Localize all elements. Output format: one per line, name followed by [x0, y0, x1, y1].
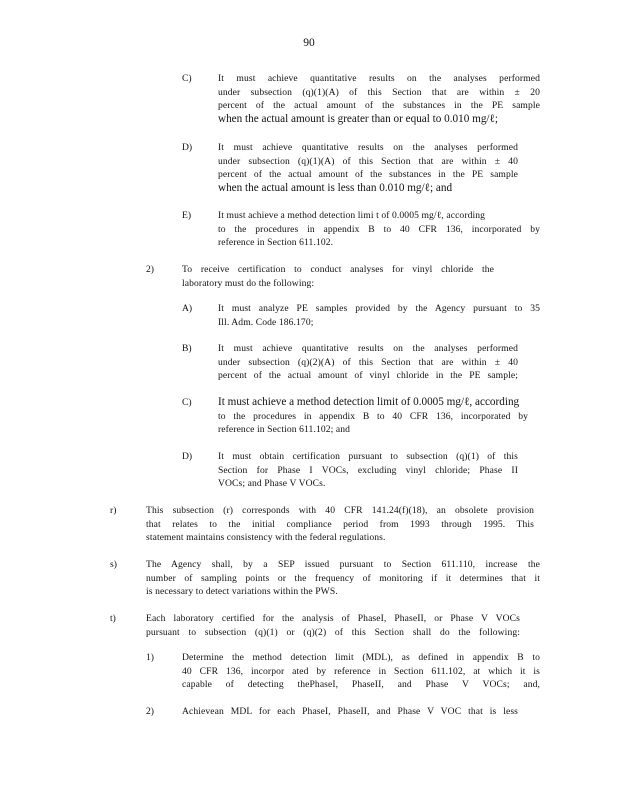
paragraph-s	[146, 558, 540, 599]
paragraph-t2	[182, 705, 518, 719]
paragraph-q2b	[218, 342, 518, 383]
text-line: Ill. Adm. Code 186.170;	[218, 316, 314, 328]
item-label-q2c: C)	[182, 397, 192, 408]
text-line: This subsection (r) corresponds with 40 CFR 141.24(f)(18), an obsolete provision	[146, 505, 534, 516]
page-number: 90	[303, 37, 315, 49]
text-line: number of sampling points or the frequency of monitoring if it determines that it	[146, 572, 540, 584]
item-label-q2: 2)	[146, 264, 154, 275]
item-label-s: s)	[110, 559, 117, 570]
paragraph-q1d	[218, 141, 518, 195]
text-line: when the actual amount is greater than or equal to 0.010 mg/ℓ;	[218, 112, 498, 125]
paragraph-q1c	[218, 72, 540, 126]
text-line: capable of detecting thePhaseI, PhaseII, and Phase V VOCs; and,	[182, 679, 540, 691]
paragraph-q1e	[218, 209, 540, 250]
text-line: percent of the actual amount of the substances in the PE sample	[218, 100, 540, 112]
text-line: under subsection (q)(2)(A) of this Section that are within ± 40	[218, 356, 518, 368]
item-label-t: t)	[110, 613, 116, 624]
text-line: under subsection (q)(1)(A) of this Section that are within ± 40	[218, 155, 518, 167]
text-line: is necessary to detect variations within the PWS.	[146, 586, 338, 598]
text-line: Achievean MDL for each PhaseI, PhaseII, and Phase V VOC that is less	[182, 706, 518, 717]
item-label-q2b: B)	[182, 343, 192, 354]
paragraph-q2a	[218, 302, 540, 329]
text-line: It must analyze PE samples provided by the Agency pursuant to 35	[218, 303, 540, 314]
text-line: statement maintains consistency with the federal regulations.	[146, 532, 386, 544]
text-line: VOCs; and Phase V VOCs.	[218, 478, 326, 490]
text-line: It must achieve quantitative results on the analyses performed	[218, 142, 518, 153]
text-line: Determine the method detection limit (MDL), as defined in appendix B to	[182, 652, 540, 663]
text-line: laboratory must do the following:	[182, 277, 315, 289]
text-line: that relates to the initial compliance period from 1993 through 1995. This	[146, 518, 534, 530]
text-line: Each laboratory certified for the analysis of PhaseI, PhaseII, or Phase V VOCs	[146, 613, 520, 624]
text-line: It must achieve quantitative results on the analyses performed	[218, 73, 540, 84]
item-label-q1c: C)	[182, 73, 192, 84]
paragraph-q2	[182, 263, 494, 290]
text-line: It must obtain certification pursuant to subsection (q)(1) of this	[218, 451, 518, 462]
item-label-q1e: E)	[182, 210, 192, 221]
text-line: percent of the actual amount of the substances in the PE sample	[218, 169, 518, 181]
text-line: when the actual amount is less than 0.010 mg/ℓ; and	[218, 181, 453, 194]
text-line: percent of the actual amount of vinyl chloride in the PE sample;	[218, 370, 518, 382]
item-label-t2: 2)	[146, 706, 154, 717]
text-line: 40 CFR 136, incorpor ated by reference in Section 611.102, at which it is	[182, 665, 540, 677]
item-label-r: r)	[110, 505, 117, 516]
text-line: reference in Section 611.102.	[218, 237, 334, 249]
paragraph-t	[146, 612, 520, 639]
text-line: under subsection (q)(1)(A) of this Section that are within ± 20	[218, 86, 540, 98]
text-line: It must achieve a method detection limit of 0.0005 mg/ℓ, according	[218, 396, 520, 408]
text-line: To receive certification to conduct analyses for vinyl chloride the	[182, 264, 494, 275]
text-line: pursuant to subsection (q)(1) or (q)(2) of this Section shall do the following:	[146, 626, 520, 638]
paragraph-q2c	[218, 396, 528, 437]
text-line: to the procedures in appendix B to 40 CFR 136, incorporated by	[218, 410, 528, 422]
text-line: to the procedures in appendix B to 40 CFR 136, incorporated by	[218, 223, 540, 235]
paragraph-r	[146, 504, 534, 545]
item-label-q1d: D)	[182, 142, 193, 153]
text-line: Section for Phase I VOCs, excluding vinyl chloride; Phase II	[218, 464, 518, 476]
item-label-q2d: D)	[182, 451, 193, 462]
text-line: It must achieve a method detection limi t of 0.0005 mg/ℓ, according	[218, 210, 486, 221]
item-label-q2a: A)	[182, 303, 193, 314]
item-label-t1: 1)	[146, 652, 154, 663]
text-line: The Agency shall, by a SEP issued pursuant to Section 611.110, increase the	[146, 559, 540, 570]
text-line: reference in Section 611.102; and	[218, 424, 351, 436]
paragraph-t1	[182, 651, 540, 692]
text-line: It must achieve quantitative results on the analyses performed	[218, 343, 518, 354]
paragraph-q2d	[218, 450, 518, 491]
